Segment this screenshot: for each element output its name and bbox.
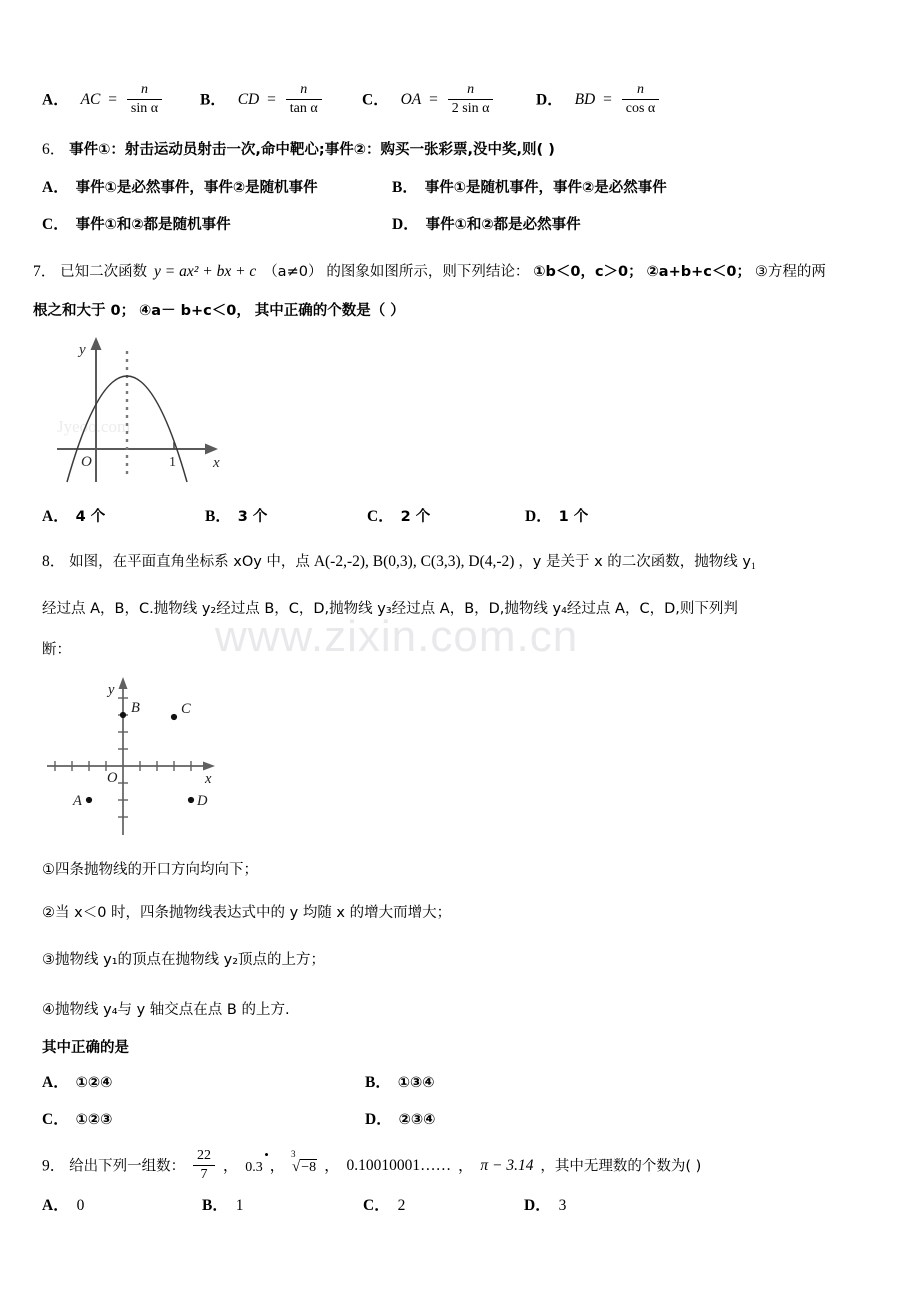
q5-option-d-letter: D． — [536, 91, 563, 109]
q6-number: 6． — [42, 141, 66, 158]
q6-option-d-text: 事件①和②都是必然事件 — [425, 217, 581, 233]
x-axis-arrow — [203, 762, 215, 771]
q6-option-d — [392, 215, 581, 234]
point-d-dot — [188, 797, 194, 803]
q9-item4: 0.10010001…… — [346, 1157, 452, 1175]
q7-option-c — [367, 507, 430, 526]
q5-option-c-numerator: n — [448, 83, 494, 100]
q8-line1-b: ，y 是关于 x 的二次函数，抛物线 y — [518, 554, 751, 570]
x-axis-label: x — [213, 455, 220, 471]
q7-option-a-text: 4 个 — [75, 509, 106, 525]
q9-cube-root: 3 √−8 — [291, 1148, 317, 1175]
q5-option-a-letter: A． — [42, 91, 69, 109]
q8-option-b-letter: B． — [365, 1074, 391, 1091]
y-axis-label: y — [79, 342, 86, 358]
q8-statement-4-text: ④抛物线 y₄与 y 轴交点在点 B 的上方. — [42, 1002, 290, 1018]
q7-conclusion-3: ③方程的两 — [754, 264, 826, 280]
q8-option-a — [42, 1073, 112, 1092]
q9-stem-post: ，其中无理数的个数为( ) — [540, 1158, 702, 1175]
y-axis-label: y — [108, 682, 115, 698]
q9-option-a-text: 0 — [76, 1197, 85, 1214]
q8-option-c-letter: C． — [42, 1111, 69, 1128]
q6-option-b-letter: B． — [392, 179, 418, 196]
q8-stem-line2 — [42, 599, 738, 618]
q8-line2: 经过点 A，B，C.抛物线 y₂经过点 B，C，D,抛物线 y₃经过点 A，B，D,抛物线 y₄经过点 A，C，D,则下列判 — [42, 601, 738, 617]
origin-label: O — [107, 770, 118, 786]
q5-option-c-letter: C． — [362, 91, 389, 109]
q8-point-a: A(-2,-2) — [313, 553, 366, 570]
q5-option-b-fraction — [286, 83, 322, 116]
q5-option-b-lhs: CD — [237, 91, 260, 109]
q9-stem-pre: 给出下列一组数： — [69, 1158, 186, 1175]
q8-point-c: C(3,3) — [420, 553, 461, 570]
q9-fraction-22-7 — [193, 1149, 215, 1182]
q9-number: 9． — [42, 1157, 66, 1175]
q6-option-b-text: 事件①是随机事件，事件②是必然事件 — [424, 180, 667, 196]
q8-option-c — [42, 1110, 112, 1129]
q8-option-b — [365, 1073, 435, 1092]
q5-option-b-numerator: n — [286, 83, 322, 100]
q8-option-b-text: ①③④ — [397, 1075, 435, 1091]
q7-line2-a: 根之和大于 0； — [33, 303, 136, 319]
q6-stem — [42, 140, 555, 159]
q7-option-a — [42, 507, 105, 526]
q8-number: 8． — [42, 553, 66, 570]
q5-option-c-fraction — [448, 83, 494, 116]
q5-option-a-fraction — [127, 83, 162, 116]
q9-item2-value: 0.3 — [245, 1159, 263, 1175]
q5-option-b-eq: = — [267, 91, 276, 109]
q5-option-a-lhs: AC — [80, 91, 101, 109]
point-c-label: C — [181, 701, 191, 717]
q5-option-d-numerator: n — [622, 83, 660, 100]
q5-option-c-eq: = — [429, 91, 438, 109]
q7-option-b — [205, 507, 267, 526]
q8-statement-3 — [42, 950, 325, 969]
q9-option-c-letter: C． — [363, 1197, 390, 1214]
q6-option-c-text: 事件①和②都是随机事件 — [75, 217, 231, 233]
q9-option-b-text: 1 — [235, 1197, 244, 1214]
repeating-dot: • — [264, 1146, 269, 1162]
q8-statement-4 — [42, 1000, 290, 1019]
q8-stem-line1: 8． 如图，在平面直角坐标系 xOy 中，点 A(-2,-2), B(0,3), C(3,3), D(4,-2) ，y 是关于 x 的二次函数，抛物线 $y_1$ — [42, 553, 756, 572]
q9-item5: π − 3.14 — [480, 1157, 534, 1175]
q5-option-a-eq: = — [108, 91, 118, 109]
q5-option-d-eq: = — [603, 91, 612, 109]
q8-option-a-text: ①②④ — [75, 1075, 113, 1091]
q8-statement-1-text: ①四条抛物线的开口方向均向下； — [42, 862, 258, 878]
radicand: −8 — [301, 1159, 317, 1175]
q5-option-d-lhs: BD — [574, 91, 596, 109]
root-index: 3 — [291, 1148, 296, 1159]
q7-option-c-letter: C． — [367, 508, 394, 525]
q8-line1-a: 如图，在平面直角坐标系 xOy 中，点 — [69, 554, 310, 570]
point-a-dot — [86, 797, 92, 803]
q8-prompt-text: 其中正确的是 — [42, 1040, 129, 1056]
q9-option-c — [363, 1196, 405, 1215]
q6-option-a-text: 事件①是必然事件，事件②是随机事件 — [75, 180, 318, 196]
q8-statement-3-text: ③抛物线 y₁的顶点在抛物线 y₂顶点的上方； — [42, 952, 326, 968]
q7-stem-mid: 的图象如图所示，则下列结论： — [326, 264, 530, 280]
q7-conclusion-4: ④a－ b+c＜0， — [139, 303, 251, 319]
q6-option-c-letter: C． — [42, 216, 69, 233]
q8-coordinate-figure — [45, 672, 250, 842]
point-d-label: D — [197, 793, 208, 809]
q6-stem-text: 事件①：射击运动员射击一次,命中靶心;事件②：购买一张彩票,没中奖,则( ) — [69, 142, 555, 158]
q7-option-d-letter: D． — [525, 508, 552, 525]
q8-point-d: D(4,-2) — [468, 553, 515, 570]
x-axis-label: x — [205, 771, 212, 787]
q8-point-b: B(0,3) — [372, 553, 413, 570]
q8-option-a-letter: A． — [42, 1074, 69, 1091]
q8-prompt — [42, 1038, 129, 1057]
q8-statement-2-text: ②当 x＜0 时，四条抛物线表达式中的 y 均随 x 的增大而增大； — [42, 905, 452, 921]
q7-parabola-svg — [55, 332, 230, 487]
q9-option-c-text: 2 — [397, 1197, 406, 1214]
q9-option-a-letter: A． — [42, 1197, 69, 1214]
q8-option-d-letter: D． — [365, 1111, 392, 1128]
q9-frac-denominator: 7 — [200, 1166, 208, 1182]
q5-option-b-letter: B． — [200, 91, 226, 109]
q7-line2-b: 其中正确的个数是（ ） — [254, 303, 405, 319]
watermark-jyeoo: Jyeoo.com — [57, 417, 131, 436]
q9-frac-numerator: 22 — [193, 1149, 215, 1166]
q8-line1-sub: 1 — [751, 562, 756, 572]
q9-option-d-text: 3 — [558, 1197, 567, 1214]
q7-conclusion-2: ②a+b+c＜0； — [646, 264, 751, 280]
q7-number: 7． — [33, 263, 57, 280]
q6-option-b — [392, 178, 667, 197]
q9-option-d-letter: D． — [524, 1197, 551, 1214]
q8-option-d — [365, 1110, 435, 1129]
q5-option-a — [42, 84, 164, 117]
q7-conclusion-1: ①b＜0，c＞0； — [533, 264, 643, 280]
q5-option-d-denominator: cos α — [625, 100, 656, 116]
point-b-dot — [120, 712, 126, 718]
point-c-dot — [171, 714, 177, 720]
q5-option-c-lhs: OA — [400, 91, 422, 109]
q6-option-a-letter: A． — [42, 179, 69, 196]
q5-option-d — [536, 84, 661, 117]
q7-option-a-letter: A． — [42, 508, 69, 525]
q8-statement-2 — [42, 903, 451, 922]
q7-stem-line2 — [33, 301, 405, 320]
q8-stem-line3 — [42, 640, 71, 659]
q8-option-d-text: ②③④ — [398, 1112, 436, 1128]
q6-option-d-letter: D． — [392, 216, 419, 233]
y-axis-arrow — [119, 677, 128, 689]
q7-option-b-letter: B． — [205, 508, 231, 525]
q7-parabola-figure — [55, 332, 230, 492]
q8-statement-1 — [42, 860, 258, 879]
q7-formula: y = ax² + bx + c — [154, 263, 257, 280]
q5-option-c — [362, 84, 495, 117]
q5-option-d-fraction — [622, 83, 660, 116]
q8-line3: 断： — [42, 642, 71, 658]
q5-option-c-denominator: 2 sin α — [451, 100, 490, 116]
q9-option-d — [524, 1196, 566, 1215]
q5-option-b-denominator: tan α — [289, 100, 318, 116]
q9-option-b — [202, 1196, 243, 1215]
q7-option-c-text: 2 个 — [400, 509, 431, 525]
y-axis-arrow — [91, 337, 102, 350]
q9-option-b-letter: B． — [202, 1197, 228, 1214]
point-a-label: A — [73, 793, 82, 809]
origin-label: O — [81, 454, 92, 470]
q8-option-c-text: ①②③ — [75, 1112, 113, 1128]
watermark-zixin: www.zixin.com.cn — [215, 612, 579, 661]
q7-stem-line1 — [33, 262, 826, 281]
q6-option-a — [42, 178, 318, 197]
q8-coordinate-svg — [45, 672, 250, 837]
q7-option-d-text: 1 个 — [558, 509, 589, 525]
q5-option-a-denominator: sin α — [130, 100, 159, 116]
q5-option-a-numerator: n — [127, 83, 162, 100]
q7-option-b-text: 3 个 — [237, 509, 268, 525]
q6-option-c — [42, 215, 231, 234]
x-axis-arrow — [205, 444, 218, 455]
q9-repeating-decimal — [245, 1146, 269, 1177]
q9-option-a — [42, 1196, 84, 1215]
q5-option-b — [200, 84, 324, 117]
q7-stem-pre: 已知二次函数 — [60, 264, 148, 280]
x-tick-1-label: 1 — [169, 455, 176, 470]
q9-stem: 9． 给出下列一组数： $\frac{22}{7}$ ， • 0.3 ， 3 √−8 ， 0.10010001…… ， π − 3.14 ，其中无理数的个数为( ) — [42, 1146, 702, 1182]
point-b-label: B — [131, 700, 140, 716]
q7-condition: （a≠0） — [263, 264, 323, 280]
q7-option-d — [525, 507, 588, 526]
